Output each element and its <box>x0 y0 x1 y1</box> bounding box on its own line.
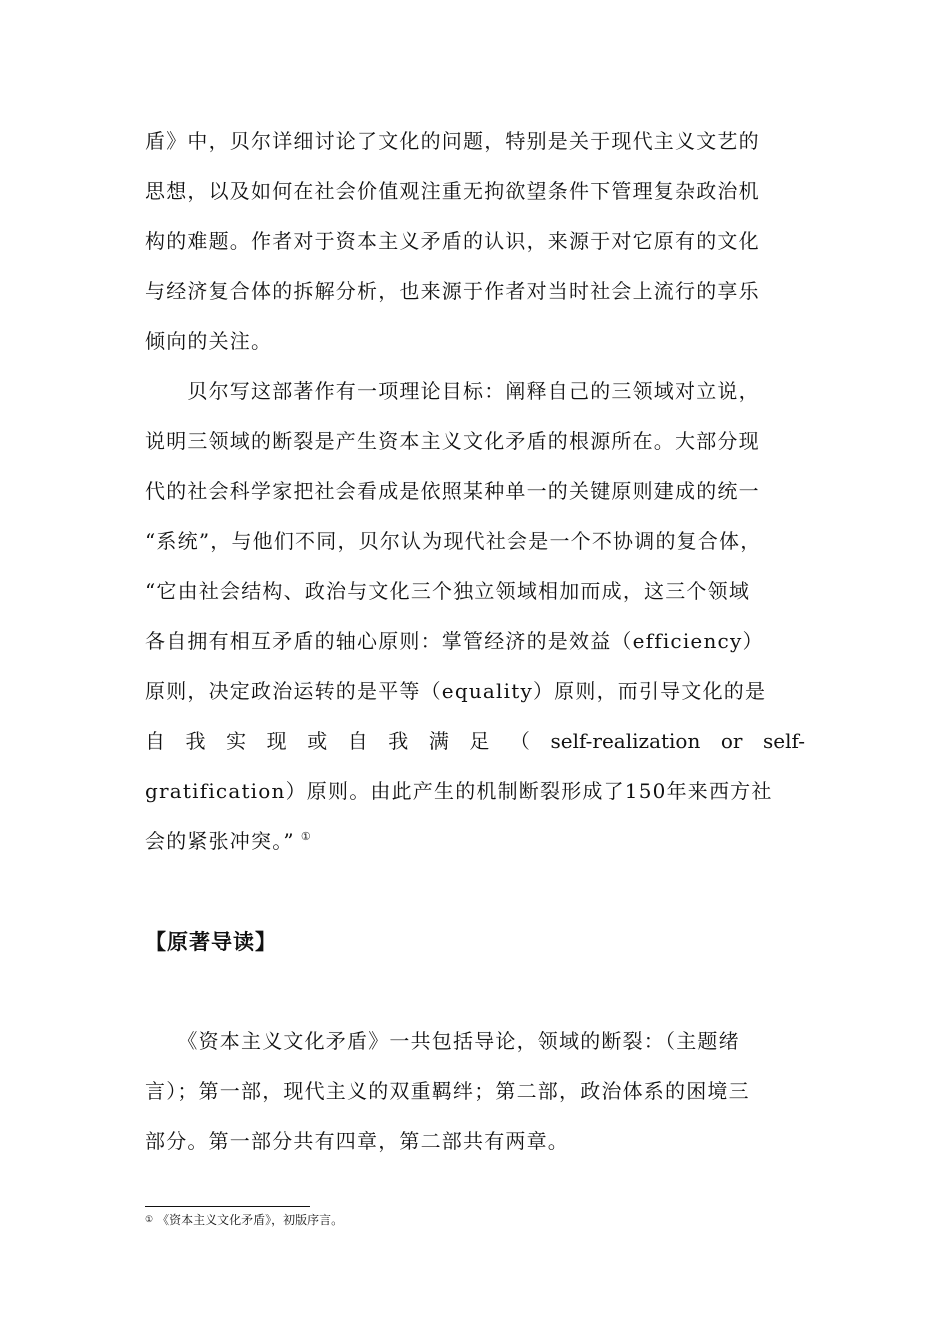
word: self-realization <box>550 729 701 753</box>
text-line: 说明三领域的断裂是产生资本主义文化矛盾的根源所在。大部分现 <box>145 429 760 453</box>
text-line: 构的难题。作者对于资本主义矛盾的认识，来源于对它原有的文化 <box>145 229 760 253</box>
footnote-text: 《资本主义文化矛盾》，初版序言。 <box>157 1213 344 1227</box>
footnote <box>145 1212 343 1228</box>
footnote-reference[interactable]: ① <box>300 830 312 843</box>
text-line: 思想，以及如何在社会价值观注重无拘欲望条件下管理复杂政治机 <box>145 179 760 203</box>
justified-text-line <box>145 728 805 754</box>
text-span: 会的紧张冲突。” <box>145 829 295 853</box>
text-line: “系统”，与他们不同，贝尔认为现代社会是一个不协调的复合体， <box>145 529 762 553</box>
text-line-last <box>145 828 805 854</box>
text-line: “它由社会结构、政治与文化三个独立领域相加而成，这三个领域 <box>145 579 751 603</box>
text-line: 代的社会科学家把社会看成是依照某种单一的关键原则建成的统一 <box>145 479 760 503</box>
text-line: gratification）原则。由此产生的机制断裂形成了150年来西方社 <box>145 779 773 803</box>
word: 现 <box>266 729 287 753</box>
footnote-marker: ① <box>145 1215 154 1225</box>
text-line: 言）；第一部，现代主义的双重羁绊；第二部，政治体系的困境三 <box>145 1079 750 1103</box>
footnote-divider <box>145 1206 310 1207</box>
text-line: 《资本主义文化矛盾》一共包括导论，领域的断裂：（主题绪 <box>145 1029 740 1053</box>
word: （ <box>509 729 530 753</box>
text-line: 各自拥有相互矛盾的轴心原则：掌管经济的是效益（efficiency） <box>145 629 764 653</box>
section-heading: 【原著导读】 <box>145 930 277 954</box>
word: 我 <box>388 729 409 753</box>
word: 满 <box>428 729 449 753</box>
text-line: 倾向的关注。 <box>145 329 273 353</box>
word: 或 <box>307 729 328 753</box>
word: 自 <box>347 729 368 753</box>
word: 实 <box>226 729 247 753</box>
text-line: 盾》中，贝尔详细讨论了文化的问题，特别是关于现代主义文艺的 <box>145 129 760 153</box>
word: 自 <box>145 729 165 753</box>
word: 我 <box>185 729 206 753</box>
word: or <box>720 729 743 753</box>
word: self- <box>763 729 805 753</box>
text-line: 部分。第一部分共有四章，第二部共有两章。 <box>145 1129 569 1153</box>
word: 足 <box>469 729 490 753</box>
text-line: 原则，决定政治运转的是平等（equality）原则，而引导文化的是 <box>145 679 767 703</box>
text-line: 与经济复合体的拆解分析，也来源于作者对当时社会上流行的享乐 <box>145 279 760 303</box>
text-line: 贝尔写这部著作有一项理论目标：阐释自己的三领域对立说， <box>145 379 760 403</box>
